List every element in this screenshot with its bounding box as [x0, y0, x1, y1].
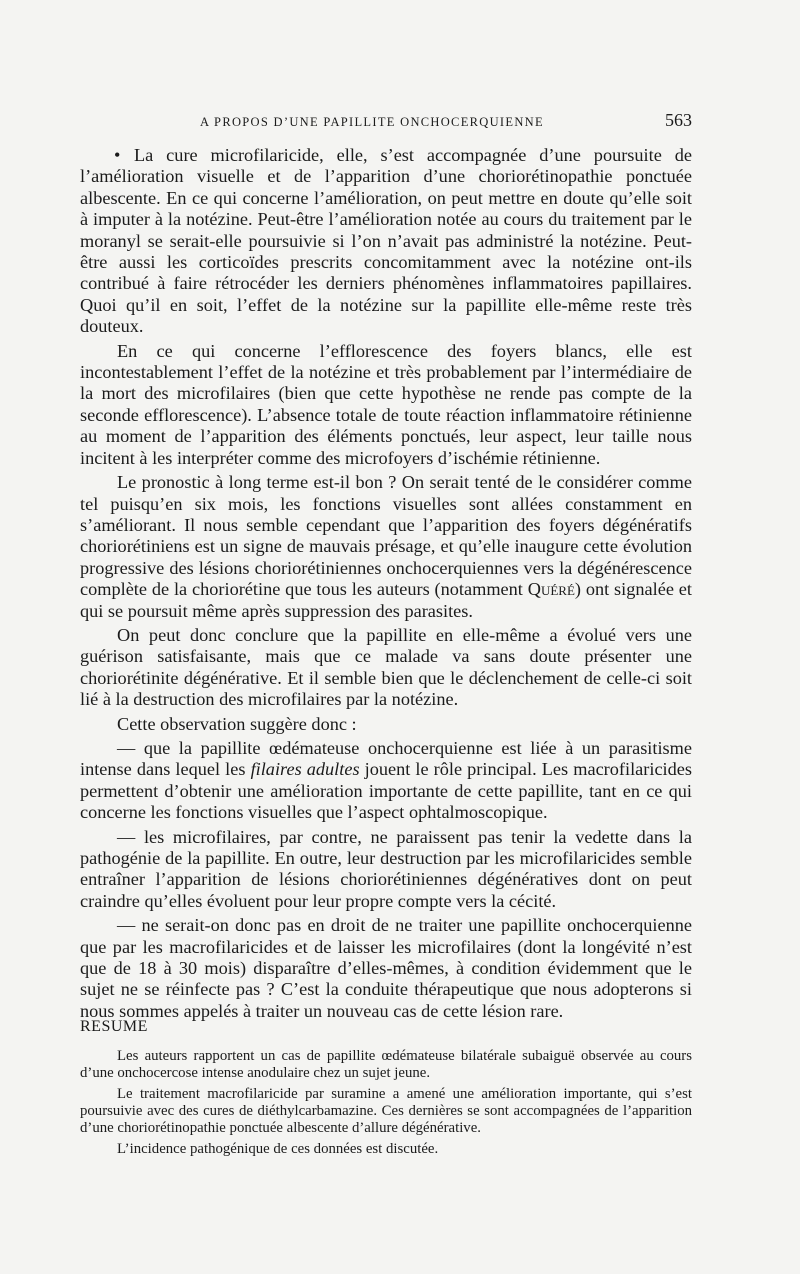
summary-paragraph: Les auteurs rapportent un cas de papillite œdémateuse bilatérale subaiguë observée au cours d’une onchocercose intense anodulaire chez un sujet jeune. — [80, 1048, 692, 1081]
paragraph-point-treatment: — ne serait-on donc pas en droit de ne traiter une papillite onchocerquienne que par les macrofilaricides et de laisser les microfilaires (dont la longévité n’est que de 18 à 30 mois) disparaître d’elles-mêmes, à condition évidemment que le sujet ne se réinfecte pas ? C’est la conduite thérapeutique que nous adopterons si nous sommes appelés à traiter un nouveau cas de cette lésion rare. — [80, 915, 692, 1021]
paragraph-point-adult-filariae — [80, 738, 692, 824]
article-body — [80, 145, 692, 1025]
author-name: Quéré — [527, 579, 575, 600]
running-title: A PROPOS D’UNE PAPILLITE ONCHOCERQUIENNE — [200, 115, 544, 129]
emphasis-text: filaires adultes — [250, 759, 360, 780]
paragraph-efflorescence: En ce qui concerne l’efflorescence des foyers blancs, elle est incontestablement l’effet de la notézine et très probablement par l’intermédiaire de la mort des microfilaires (bien que cette hypothèse ne rende pas compte de la seconde efflorescence). L’absence totale de toute réaction inflammatoire rétinienne au moment de l’apparition des éléments ponctués, leur aspect, leur taille nous incitent à les interpréter comme des microfoyers d’ischémie rétinienne. — [80, 340, 692, 468]
paragraph-text: jouent le rôle principal. Les macrofilaricides permettent d’obtenir une amélioration importante de cette papillite, tant en ce qui concerne les fonctions visuelles que l’aspect ophtalmoscopique. — [80, 759, 692, 823]
running-header — [80, 110, 692, 134]
bullet-icon: • — [114, 145, 121, 165]
paragraph-observation-intro: Cette observation suggère donc : — [117, 713, 357, 734]
summary-paragraph: Le traitement macrofilaricide par suramine a amené une amélioration importante, qui s’est poursuivie avec des cures de diéthylcarbamazine. Ces dernières se sont accompagnées de l’apparition d’une choriorétinopathie ponctuée albescente d’allure dégénérative. — [80, 1086, 692, 1136]
summary-heading: RESUME — [80, 1018, 148, 1035]
paragraph-text: — que la papillite œdémateuse onchocerquienne est liée à un parasitisme intense dans lequel les — [80, 737, 692, 780]
paragraph-point-microfilariae: — les microfilaires, par contre, ne paraissent pas tenir la vedette dans la pathogénie de la papillite. En outre, leur destruction par les microfilaricides semble entraîner l’apparition de lésions choriorétiniennes dégénératives dont on peut craindre qu’elles évoluent pour leur propre compte vers la cécité. — [80, 826, 692, 911]
paragraph-microfilaricide-cure — [80, 145, 692, 338]
paragraph-conclusion: On peut donc conclure que la papillite en elle-même a évolué vers une guérison satisfaisante, mais que ce malade va sans doute présenter une choriorétinite dégénérative. Et il semble bien que le déclenchement de celle-ci soit lié à la destruction des microfilaires par la notézine. — [80, 624, 692, 710]
summary-paragraph: L’incidence pathogénique de ces données est discutée. — [117, 1141, 439, 1157]
page-number: 563 — [665, 110, 692, 130]
paragraph-text: ) ont signalée et qui se poursuit même après suppression des parasites. — [80, 579, 692, 621]
summary-section — [80, 1048, 692, 1162]
paragraph-text: Le pronostic à long terme est-il bon ? On serait tenté de le considérer comme tel puisqu’en six mois, les fonctions visuelles sont allées constamment en s’améliorant. Il nous semble cependant que l’apparition des foyers dégénératifs choriorétiniens est un signe de mauvais présage, et qu’elle inaugure cette évolution progressive des lésions choriorétiniennes onchocerquiennes vers la dégénérescence complète de la choriorétine que tous les auteurs (notamment — [80, 472, 692, 600]
paragraph-prognosis — [80, 472, 692, 622]
paragraph-text: La cure microfilaricide, elle, s’est accompagnée d’une poursuite de l’amélioration visuelle et de l’apparition d’une choriorétinopathie ponctuée albescente. En ce qui concerne l’amélioration, on peut mettre en doute qu’elle soit à imputer à la notézine. Peut-être l’amélioration notée au cours du traitement par le moranyl se serait-elle poursuivie si l’on n’avait pas administré la notézine. Peut-être aussi les corticoïdes prescrits concomitamment avec la notézine ont-ils contribué à faire rétrocéder les derniers phénomènes inflammatoires papillaires. Quoi qu’il en soit, l’effet de la notézine sur la papillite elle-même reste très douteux. — [80, 145, 692, 337]
